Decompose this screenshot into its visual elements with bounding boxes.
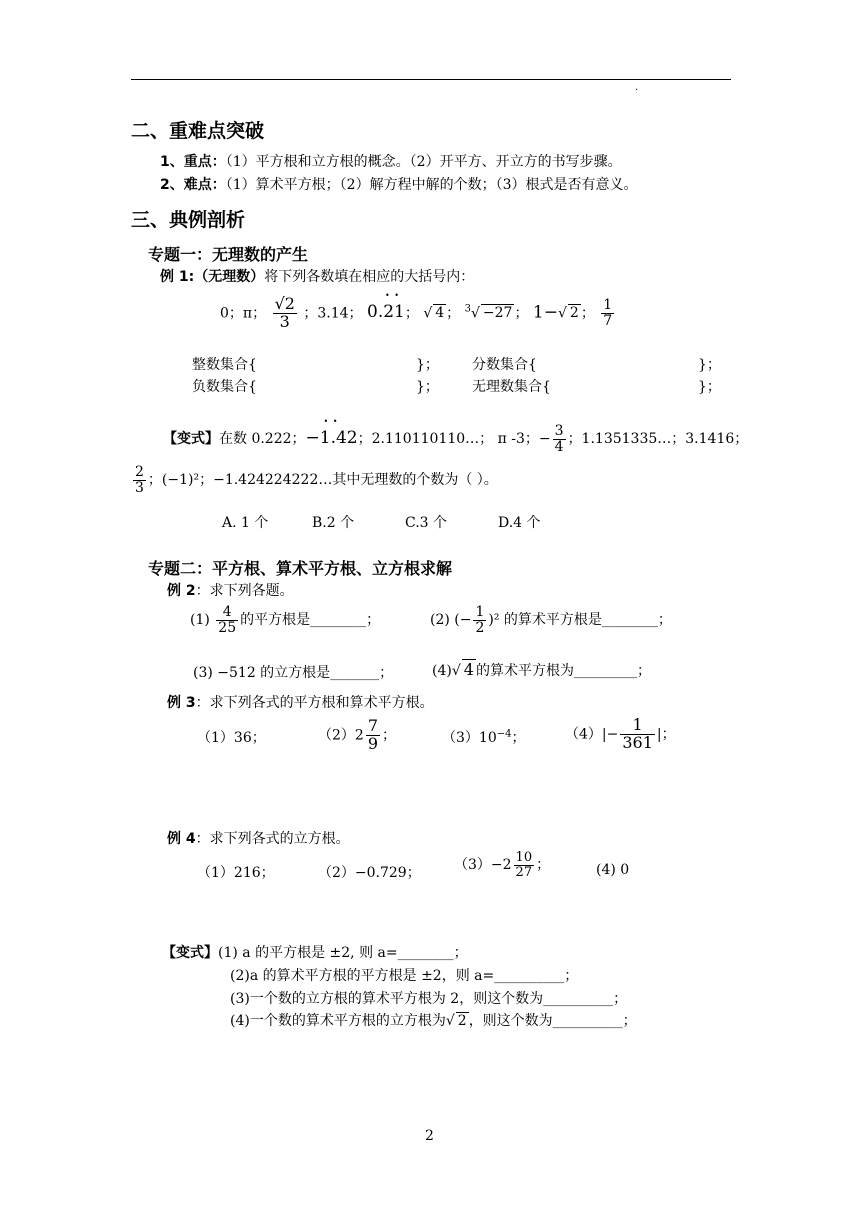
integer-set: 整数集合{ — [192, 357, 257, 373]
variant1-line2: $\frac{2}{3}$ ；(−1)²；−1.424224222…其中无理数的个数为（ ）。 — [135, 464, 498, 496]
example1-line — [160, 266, 474, 286]
example2-label: 例 2 — [167, 583, 196, 599]
option-d: D.4 个 — [498, 515, 541, 531]
fraction-1-over-361: $\frac{1}{361}$ — [622, 715, 653, 752]
example2-q4: (4)√ 4 的算术平方根为_________； — [432, 660, 651, 679]
key-points-text: （1）平方根和立方根的概念。（2）开平方、开立方的书写步骤。 — [225, 154, 622, 170]
fraction-1-over-7: $\frac{1}{7}$ — [603, 297, 613, 329]
example3-line: 例 3：求下列各式的平方根和算术平方根。 — [167, 695, 434, 711]
page-number: 2 — [425, 1128, 434, 1144]
example4-q2: （2）−0.729； — [318, 865, 421, 881]
fraction-sqrt2-over-3: $\frac{√2}{3}$ — [274, 294, 295, 331]
difficult-points-label: 2、难点： — [160, 177, 226, 193]
cube-root-index: 3 — [464, 303, 471, 315]
example3-q4: （4）|− $\frac{1}{361}$ |； — [565, 715, 676, 752]
neg-1-42: • • −1.42 — [306, 428, 358, 448]
variant2-line3: (3)一个数的立方根的算术平方根为 2，则这个数为__________； — [230, 991, 628, 1007]
section3-heading: 三、典例剖析 — [131, 209, 246, 231]
negative-set: 负数集合{ — [192, 379, 257, 395]
difficult-points-text: （1）算术平方根；（2）解方程中解的个数；（3）根式是否有意义。 — [225, 177, 638, 193]
difficult-points-line — [160, 174, 637, 194]
example4-label: 例 4 — [167, 831, 196, 847]
number-3-14: ；3.14； — [303, 305, 363, 322]
fraction-3-over-4: $\frac{3}{4}$ — [554, 423, 564, 455]
fraction-set: 分数集合{ — [472, 357, 537, 373]
variant2-line2: (2)a 的算术平方根的平方根是 ±2，则 a=__________； — [230, 968, 579, 984]
example2-q3: (3) −512 的立方根是_______； — [193, 665, 394, 681]
negative-set-close: }； — [416, 379, 439, 395]
variant2-line4: (4)一个数的算术平方根的立方根为√ 2 ，则这个数为__________； — [230, 1013, 637, 1029]
example2-q1: (1) $\frac{4}{25}$ 的平方根是________； — [190, 604, 381, 636]
one-minus: 1− — [532, 302, 558, 323]
variant1-line1: 【变式】在数 0.222；• • −1.42；2.110110110…； π -3；− $\frac{3}{4}$ ；1.1351335…；3.1416； — [163, 424, 748, 454]
topic2-heading: 专题二：平方根、算术平方根、立方根求解 — [148, 559, 453, 578]
fraction-4-over-25: $\frac{4}{25}$ — [218, 604, 237, 636]
variant1-label: 【变式】 — [163, 431, 219, 448]
sqrt-4: 4 — [435, 305, 445, 322]
sqrt-2: 2 — [569, 305, 579, 322]
repeating-decimal: • • 0.21 — [367, 302, 405, 322]
irrational-set: 无理数集合{ — [472, 379, 551, 395]
example4-q1: （1）216； — [197, 865, 275, 881]
fraction-10-over-27: $\frac{10}{27}$ — [515, 850, 533, 880]
fraction-2-over-3: $\frac{2}{3}$ — [135, 464, 144, 496]
example2-q2: (2) (− $\frac{1}{2}$ )² 的算术平方根是________； — [430, 604, 672, 636]
example4-line: 例 4：求下列各式的立方根。 — [167, 831, 350, 847]
example3-label: 例 3 — [167, 695, 196, 711]
section2-heading: 二、重难点突破 — [131, 120, 265, 142]
example4-q3: （3）−2 $\frac{10}{27}$ ； — [454, 850, 551, 880]
key-points-line — [160, 151, 622, 171]
option-a: A. 1 个 — [222, 515, 269, 531]
example3-q2: （2）2 $\frac{7}{9}$ ； — [318, 716, 397, 753]
example1-text: 将下列各数填在相应的大括号内： — [264, 269, 475, 285]
header-dot: . — [635, 82, 639, 93]
number-zero-pi: 0；π； — [220, 305, 267, 322]
example4-q4: (4) 0 — [596, 862, 630, 878]
example1-label: 例 1:（无理数） — [160, 269, 265, 285]
header-rule — [131, 79, 731, 80]
number-list: 0；π； $\frac{√2}{3}$ ；3.14； • • 0.21； √ 4 ； $^3$√ −27 ； 1−√ 2 ； $\frac{1}{7}$ — [220, 296, 616, 331]
fraction-7-over-9: $\frac{7}{9}$ — [367, 716, 379, 753]
key-points-label: 1、重点： — [160, 154, 226, 170]
option-b: B.2 个 — [312, 515, 355, 531]
variant2-line1: 【变式】(1) a 的平方根是 ±2, 则 a=________； — [162, 945, 468, 961]
integer-set-close: }； — [416, 357, 439, 373]
example3-q1: （1）36； — [197, 730, 266, 746]
cube-root-neg27: −27 — [482, 305, 513, 322]
example2-line: 例 2：求下列各题。 — [167, 583, 294, 599]
option-c: C.3 个 — [405, 515, 448, 531]
fraction-set-close: }； — [698, 357, 721, 373]
topic1-heading: 专题一：无理数的产生 — [148, 245, 309, 264]
fraction-1-over-2: $\frac{1}{2}$ — [475, 604, 485, 636]
example3-q3: $(3)10^{-4}$； — [442, 728, 526, 746]
variant2-label: 【变式】 — [162, 945, 218, 961]
irrational-set-close: }； — [698, 379, 721, 395]
